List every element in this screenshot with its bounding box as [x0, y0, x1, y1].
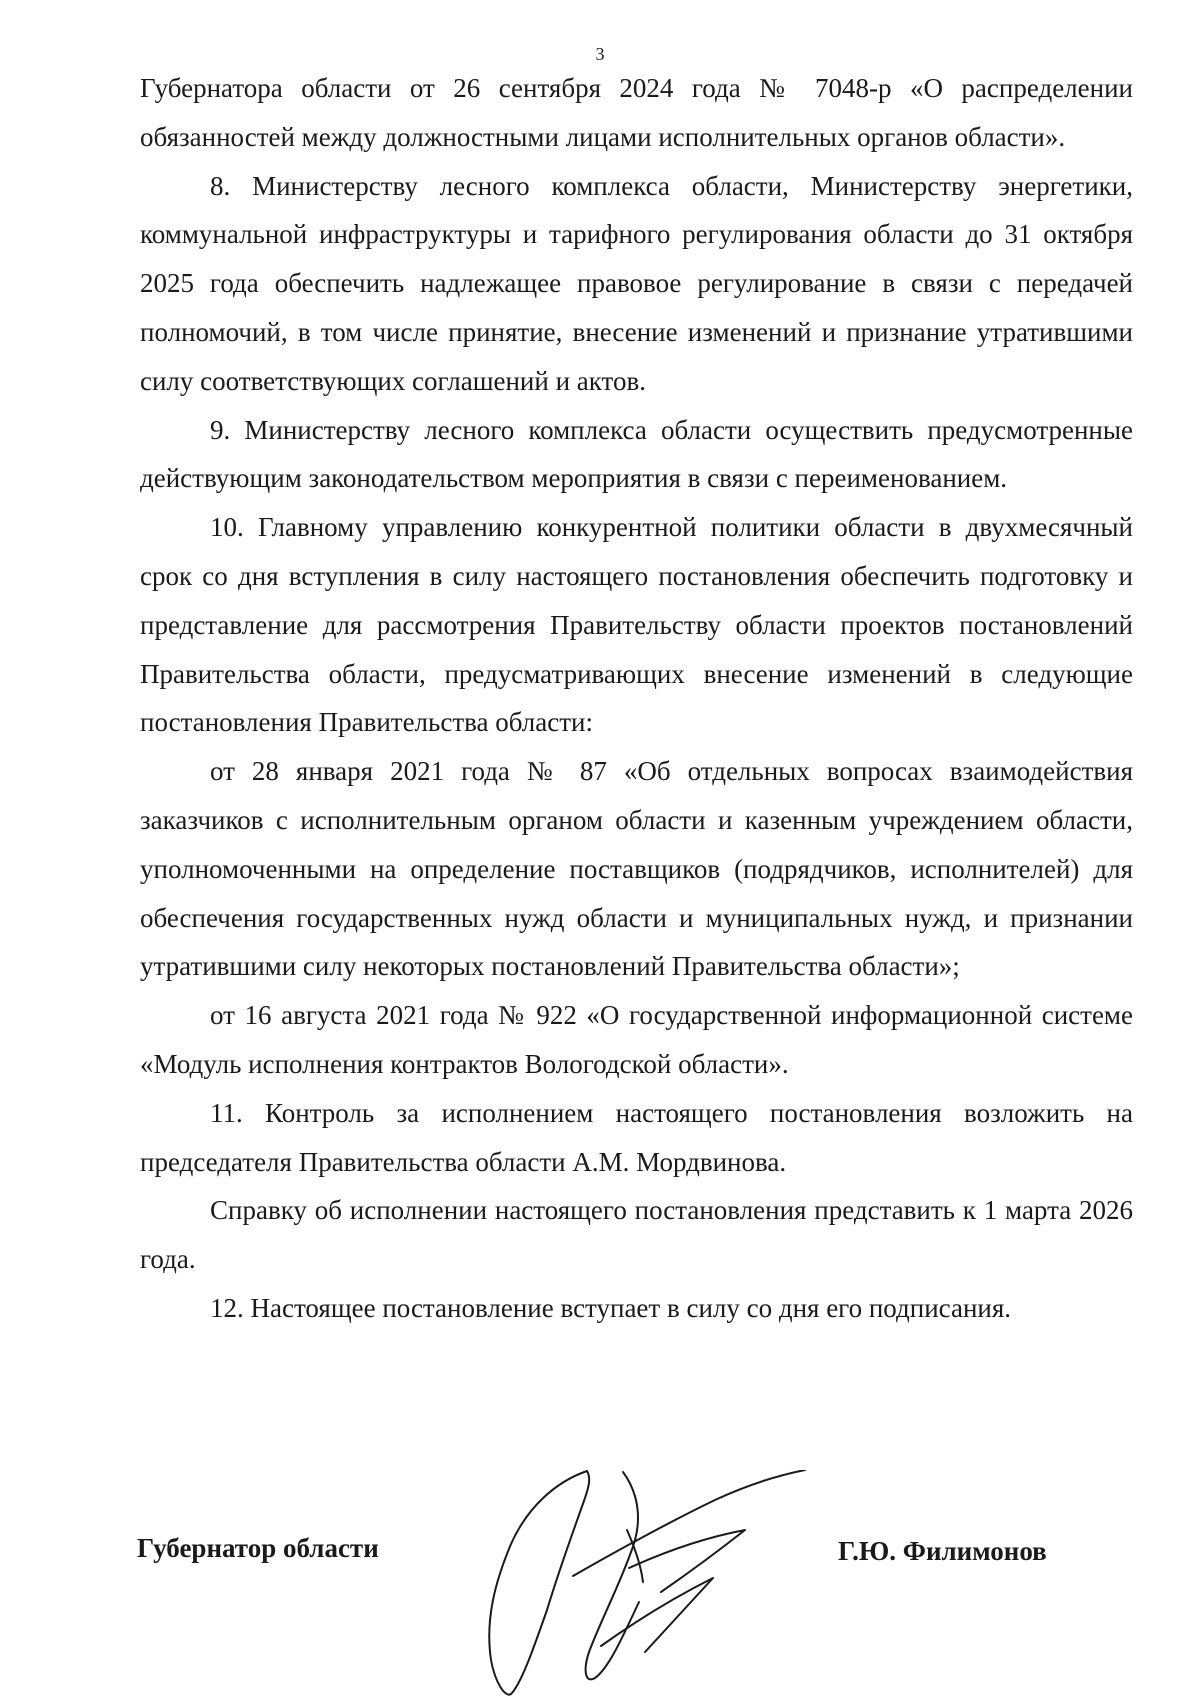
paragraph-item-9: 9. Министерству лесного комплекса области осуществить предусмотренные действующим законодательством мероприятия в связи с переименованием. — [140, 414, 1133, 494]
handwritten-signature — [475, 1470, 825, 1700]
paragraph-item-12: 12. Настоящее постановление вступает в силу со дня его подписания. — [210, 1292, 1012, 1323]
page-number: 3 — [595, 44, 605, 64]
paragraph-item-10: 10. Главному управлению конкурентной политики области в двухмесячный срок со дня вступления в силу настоящего постановления обеспечить подготовку и представление для рассмотрения Правительству области проектов постановлений Правительства области, предусматривающих внесение изменений в следующие постановления Правительства области: — [140, 512, 1133, 738]
paragraph-continuation: Губернатора области от 26 сентября 2024 года № 7048-р «О распределении обязанностей между должностными лицами исполнительных органов области». — [140, 73, 1133, 152]
paragraph-report-deadline: Справку об исполнении настоящего постановления представить к 1 марта 2026 года. — [140, 1195, 1133, 1275]
signatory-name: Г.Ю. Филимонов — [838, 1536, 1047, 1566]
paragraph-item-11: 11. Контроль за исполнением настоящего постановления возложить на председателя Правительства области А.М. Мордвинова. — [140, 1097, 1133, 1177]
signatory-title: Губернатор области — [137, 1533, 379, 1563]
document-body — [140, 64, 1133, 1333]
paragraph-resolution-87: от 28 января 2021 года № 87 «Об отдельных вопросах взаимодействия заказчиков с исполнительным органом области и казенным учреждением области, уполномоченными на определение поставщиков (подрядчиков, исполнителей) для обеспечения государственных нужд области и муниципальных нужд, и признании утратившими силу некоторых постановлений Правительства области»; — [140, 756, 1133, 982]
paragraph-item-8: 8. Министерству лесного комплекса области, Министерству энергетики, коммунальной инфраструктуры и тарифного регулирования области до 31 октября 2025 года обеспечить надлежащее правовое регулирование в связи с передачей полномочий, в том числе принятие, внесение изменений и признание утратившими силу соответствующих соглашений и актов. — [140, 170, 1133, 396]
paragraph-resolution-922: от 16 августа 2021 года № 922 «О государственной информационной системе «Модуль исполнения контрактов Вологодской области». — [140, 1000, 1133, 1079]
